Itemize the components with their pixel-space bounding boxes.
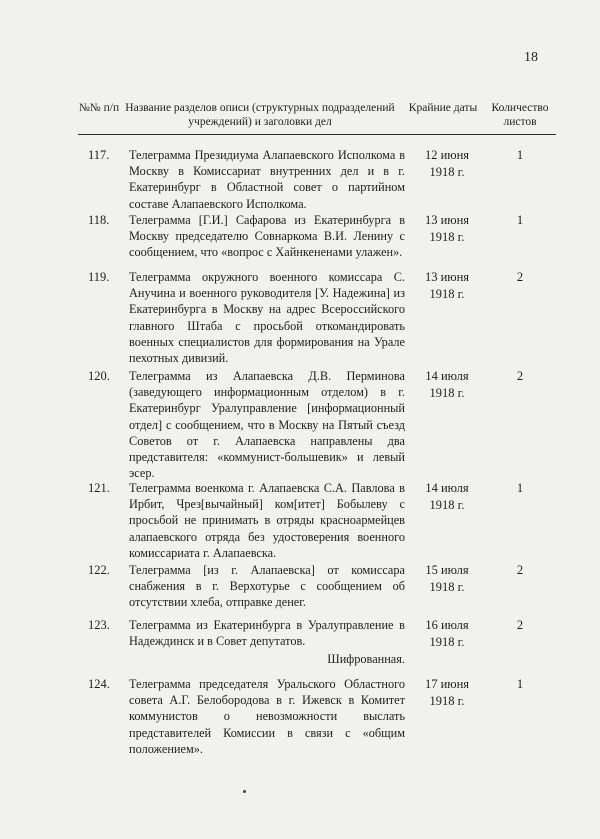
row-title-text: Телеграмма из Екатеринбурга в Уралуправление в Надеждинск и в Совет депутатов. <box>129 618 405 649</box>
row-sheets: 1 <box>516 148 524 162</box>
row-sheets: 2 <box>516 618 524 632</box>
date-day: 13 июня <box>424 213 470 227</box>
date-day: 17 июня <box>424 677 470 691</box>
row-date <box>412 480 482 513</box>
date-year: 1918 г. <box>429 497 465 512</box>
row-number: 121. <box>88 481 110 495</box>
row-sheets: 1 <box>516 481 524 495</box>
row-title: Телеграмма [Г.И.] Сафарова из Екатеринбурга в Москву председателю Совнаркома В.И. Ленину с сообщением, что «вопрос с Хайнкененами улажен». <box>129 213 405 260</box>
row-sheets: 2 <box>516 563 524 577</box>
date-year: 1918 г. <box>429 634 465 649</box>
row-sheets: 1 <box>516 677 524 691</box>
row-number: 124. <box>88 677 110 691</box>
row-number: 119. <box>88 270 110 284</box>
date-year: 1918 г. <box>429 693 465 708</box>
row-number: 122. <box>88 563 110 577</box>
column-header-dates: Крайние даты <box>408 102 478 114</box>
row-sheets: 1 <box>516 213 524 227</box>
row-date <box>412 212 482 245</box>
row-number: 118. <box>88 213 110 227</box>
row-title: Телеграмма окружного военного комиссара С. Анучина и военного руководителя [У. Надежина] из Екатеринбурга в Москву на адрес Всероссийского главного Штаба с просьбой откомандировать военных специалистов для формирования на Урале пехотных дивизий. <box>129 270 405 366</box>
date-day: 12 июня <box>424 148 470 162</box>
row-title: Телеграмма Президиума Алапаевского Исполкома в Москву в Комиссариат внутренних дел и в г. Екатеринбург в Областной совет о партийном составе Алапаевского Исполкома. <box>129 148 405 211</box>
date-day: 14 июля <box>425 481 469 495</box>
date-year: 1918 г. <box>429 164 465 179</box>
row-date <box>412 676 482 709</box>
row-title: Телеграмма военкома г. Алапаевска С.А. Павлова в Ирбит, Чрез[вычайный] ком[итет] Бобылеву с просьбой не принимать в отряды красноармейцев алапаевского отряда без удостоверения военного комиссариата г. Алапаевска. <box>129 481 405 560</box>
date-year: 1918 г. <box>429 385 465 400</box>
row-number: 123. <box>88 618 110 632</box>
row-number: 117. <box>88 148 110 162</box>
column-header-sheets: Количество листов <box>491 102 549 128</box>
row-sheets: 2 <box>516 270 524 284</box>
row-title <box>129 617 405 668</box>
row-note: Шифрованная. <box>327 652 405 667</box>
row-date <box>412 562 482 595</box>
row-date <box>412 368 482 401</box>
header-rule <box>78 134 556 135</box>
date-day: 15 июля <box>425 563 469 577</box>
row-title: Телеграмма [из г. Алапаевска] от комиссара снабжения в г. Верхотурье с сообщением об отсутствии хлеба, отправке денег. <box>129 563 405 610</box>
row-date <box>412 617 482 650</box>
row-date <box>412 147 482 180</box>
date-day: 13 июня <box>424 270 470 284</box>
row-number: 120. <box>88 369 110 383</box>
date-year: 1918 г. <box>429 229 465 244</box>
row-sheets: 2 <box>516 369 524 383</box>
date-day: 14 июля <box>425 369 469 383</box>
column-header-number: №№ п/п <box>78 102 120 114</box>
row-title: Телеграмма из Алапаевска Д.В. Перминова (заведующего информационным отделом) в г. Екатеринбург Уралуправление [информационный отдел] с сообщением, что в Москву на Пятый съезд Советов от г. Алапаевска направлены два представителя: «коммунист-большевик» и левый эсер. <box>129 369 405 481</box>
row-title: Телеграмма председателя Уральского Областного совета А.Г. Белобородова в г. Ижевск в Комитет коммунистов о невозможности выслать представителей Комиссии в связи с «общим положением». <box>129 677 405 756</box>
date-day: 16 июля <box>425 618 469 632</box>
date-year: 1918 г. <box>429 286 465 301</box>
row-date <box>412 269 482 302</box>
column-header-title: Название разделов описи (структурных подразделений учреждений) и заголовки дел <box>125 102 395 128</box>
date-year: 1918 г. <box>429 579 465 594</box>
page-number: 18 <box>524 50 538 65</box>
scan-speck <box>243 790 246 793</box>
